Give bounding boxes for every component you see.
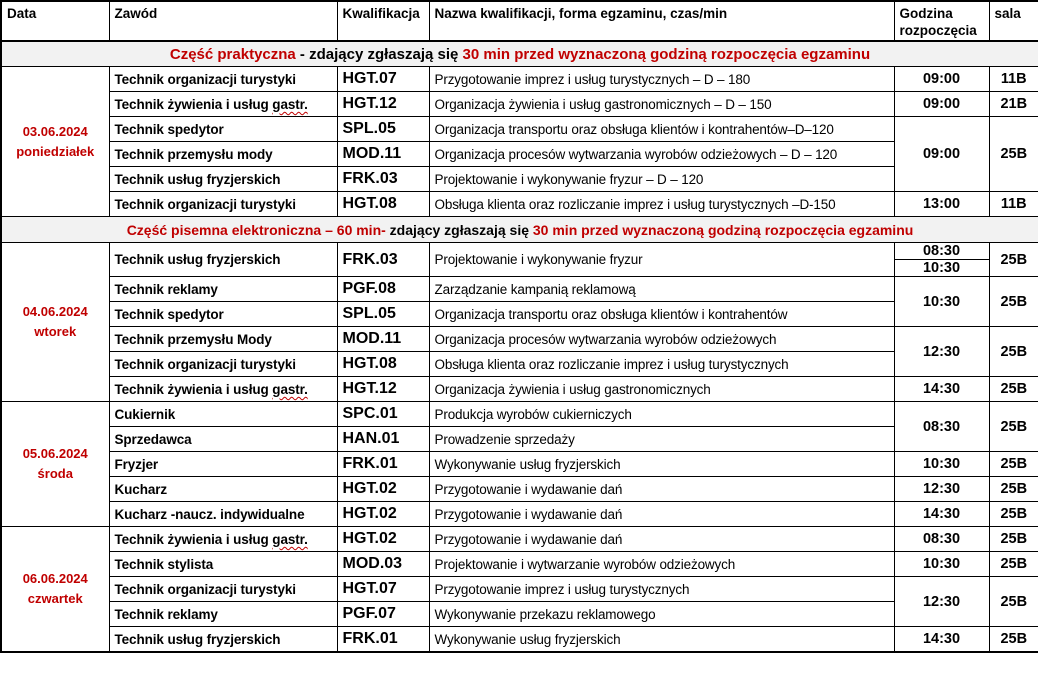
cell-godzina: 08:30 [894,527,989,552]
cell-date [1,243,109,402]
table-row [1,302,1038,327]
cell-nazwa-kwalifikacji: Prowadzenie sprzedaży [429,427,894,452]
cell-kwalifikacja: HGT.08 [337,192,429,217]
table-row [1,552,1038,577]
cell-kwalifikacja: HGT.02 [337,477,429,502]
godzina-value: 10:30 [922,260,961,277]
cell-godzina-split [894,243,989,277]
cell-nazwa-kwalifikacji: Przygotowanie i wydawanie dań [429,502,894,527]
banner-row-written-part3: 30 min przed wyznaczoną godziną rozpoczęcia egzaminu [532,221,914,238]
banner-row-written-part2: zdający zgłaszają się [385,221,533,238]
cell-sala: 25B [989,552,1038,577]
table-row [1,277,1038,302]
cell-nazwa-kwalifikacji: Obsługa klienta oraz rozliczanie imprez i usług turystycznych [429,352,894,377]
date-weekday: poniedziałek [16,143,95,159]
banner-row-practical-part1: Część praktyczna [169,45,296,63]
cell-kwalifikacja: MOD.11 [337,327,429,352]
cell-zawod: Technik organizacji turystyki [109,352,337,377]
cell-godzina: 14:30 [894,502,989,527]
table-body [1,1,1038,652]
table-row [1,352,1038,377]
cell-date [1,527,109,652]
table-row [1,327,1038,352]
spellcheck-underlined-word: gastr. [272,531,308,547]
cell-kwalifikacja: FRK.01 [337,627,429,652]
cell-kwalifikacja: SPC.01 [337,402,429,427]
cell-kwalifikacja: HGT.02 [337,527,429,552]
cell-godzina: 10:30 [894,452,989,477]
cell-godzina: 12:30 [894,327,989,377]
cell-zawod: Technik żywienia i usług gastr. [109,377,337,402]
cell-nazwa-kwalifikacji: Produkcja wyrobów cukierniczych [429,402,894,427]
cell-kwalifikacja: FRK.01 [337,452,429,477]
cell-nazwa-kwalifikacji: Przygotowanie imprez i usług turystycznych [429,577,894,602]
cell-sala: 25B [989,477,1038,502]
date-weekday: wtorek [34,324,77,340]
cell-kwalifikacja: HGT.07 [337,577,429,602]
cell-godzina: 12:30 [894,577,989,627]
cell-sala: 21B [989,92,1038,117]
cell-sala: 11B [989,192,1038,217]
cell-zawod: Technik spedytor [109,302,337,327]
cell-date [1,67,109,217]
cell-godzina: 10:30 [894,277,989,327]
header-cell-godzina [894,1,989,41]
cell-kwalifikacja: HGT.12 [337,92,429,117]
cell-zawod: Cukiernik [109,402,337,427]
cell-zawod: Technik organizacji turystyki [109,192,337,217]
table-row [1,117,1038,142]
date-value: 06.06.2024 [22,570,88,586]
table-row [1,402,1038,427]
cell-zawod: Technik usług fryzjerskich [109,627,337,652]
cell-sala: 25B [989,277,1038,327]
cell-kwalifikacja: HGT.08 [337,352,429,377]
cell-godzina: 14:30 [894,377,989,402]
cell-zawod: Technik reklamy [109,277,337,302]
cell-godzina: 14:30 [894,627,989,652]
table-row [1,92,1038,117]
cell-kwalifikacja: FRK.03 [337,167,429,192]
cell-godzina: 09:00 [894,92,989,117]
table-row [1,167,1038,192]
cell-nazwa-kwalifikacji: Projektowanie i wykonywanie fryzur [429,243,894,277]
header-cell-kwalifikacja: Kwalifikacja [337,1,429,41]
cell-nazwa-kwalifikacji: Obsługa klienta oraz rozliczanie imprez i usług turystycznych –D-150 [429,192,894,217]
table-row [1,627,1038,652]
cell-zawod: Technik organizacji turystyki [109,67,337,92]
table-row [1,452,1038,477]
date-value: 04.06.2024 [22,304,88,320]
cell-godzina: 13:00 [894,192,989,217]
header-cell-zawod: Zawód [109,1,337,41]
header-cell-sala: sala [989,1,1038,41]
cell-zawod: Technik usług fryzjerskich [109,243,337,277]
cell-nazwa-kwalifikacji: Przygotowanie i wydawanie dań [429,477,894,502]
banner-row-written-cell [1,217,1038,243]
cell-nazwa-kwalifikacji: Organizacja transportu oraz obsługa klientów i kontrahentów–D–120 [429,117,894,142]
cell-nazwa-kwalifikacji: Organizacja żywienia i usług gastronomicznych – D – 150 [429,92,894,117]
cell-zawod: Technik spedytor [109,117,337,142]
cell-zawod: Kucharz -naucz. indywidualne [109,502,337,527]
godzina-value: 08:30 [895,243,989,260]
table-row [1,243,1038,277]
cell-sala: 25B [989,243,1038,277]
cell-nazwa-kwalifikacji: Zarządzanie kampanią reklamową [429,277,894,302]
cell-nazwa-kwalifikacji: Wykonywanie usług fryzjerskich [429,452,894,477]
table-header-row [1,1,1038,41]
header-godzina-line2: rozpoczęcia [899,22,977,38]
cell-sala: 25B [989,327,1038,377]
cell-date [1,402,109,527]
cell-nazwa-kwalifikacji: Przygotowanie imprez i usług turystycznych – D – 180 [429,67,894,92]
cell-sala: 25B [989,502,1038,527]
cell-sala: 25B [989,117,1038,192]
cell-godzina: 10:30 [894,552,989,577]
cell-sala: 25B [989,452,1038,477]
cell-kwalifikacja: SPL.05 [337,302,429,327]
banner-row-written [1,217,1038,243]
cell-zawod: Fryzjer [109,452,337,477]
cell-godzina: 08:30 [894,402,989,452]
cell-nazwa-kwalifikacji: Organizacja transportu oraz obsługa klientów i kontrahentów [429,302,894,327]
table-row [1,602,1038,627]
cell-zawod: Technik przemysłu mody [109,142,337,167]
cell-kwalifikacja: PGF.08 [337,277,429,302]
cell-nazwa-kwalifikacji: Wykonywanie przekazu reklamowego [429,602,894,627]
banner-row-written-part1: Część pisemna elektroniczna – 60 min- [126,221,386,238]
cell-zawod: Sprzedawca [109,427,337,452]
cell-nazwa-kwalifikacji: Organizacja procesów wytwarzania wyrobów odzieżowych – D – 120 [429,142,894,167]
date-value: 03.06.2024 [22,123,88,139]
godzina-split-wrap [895,243,989,276]
cell-sala: 25B [989,577,1038,627]
header-cell-data: Data [1,1,109,41]
cell-kwalifikacja: MOD.11 [337,142,429,167]
cell-nazwa-kwalifikacji: Organizacja procesów wytwarzania wyrobów odzieżowych [429,327,894,352]
table-row [1,502,1038,527]
cell-zawod: Technik organizacji turystyki [109,577,337,602]
date-weekday: środa [37,466,73,482]
date-value: 05.06.2024 [22,446,88,462]
table-row [1,427,1038,452]
cell-kwalifikacja: MOD.03 [337,552,429,577]
cell-nazwa-kwalifikacji: Projektowanie i wytwarzanie wyrobów odzieżowych [429,552,894,577]
table-row [1,527,1038,552]
cell-zawod: Technik przemysłu Mody [109,327,337,352]
cell-nazwa-kwalifikacji: Organizacja żywienia i usług gastronomicznych [429,377,894,402]
cell-godzina: 09:00 [894,67,989,92]
table-row [1,142,1038,167]
header-godzina-line1: Godzina [899,6,953,21]
banner-row-practical-part3: 30 min przed wyznaczoną godziną rozpoczęcia egzaminu [462,45,871,63]
cell-zawod: Technik stylista [109,552,337,577]
cell-kwalifikacja: HAN.01 [337,427,429,452]
header-cell-nazwa: Nazwa kwalifikacji, forma egzaminu, czas/min [429,1,894,41]
banner-row-practical [1,41,1038,67]
banner-row-practical-part2: - zdający zgłaszają się [295,45,463,63]
cell-kwalifikacja: PGF.07 [337,602,429,627]
spellcheck-underlined-word: gastr. [272,381,308,397]
date-weekday: czwartek [27,591,83,606]
cell-nazwa-kwalifikacji: Przygotowanie i wydawanie dań [429,527,894,552]
table-row [1,577,1038,602]
spellcheck-underlined-word: gastr. [272,96,308,112]
cell-sala: 25B [989,402,1038,452]
cell-zawod: Technik żywienia i usług gastr. [109,527,337,552]
cell-kwalifikacja: HGT.12 [337,377,429,402]
cell-godzina: 09:00 [894,117,989,192]
cell-godzina: 12:30 [894,477,989,502]
cell-kwalifikacja: FRK.03 [337,243,429,277]
cell-kwalifikacja: HGT.02 [337,502,429,527]
cell-zawod: Technik reklamy [109,602,337,627]
cell-nazwa-kwalifikacji: Wykonywanie usług fryzjerskich [429,627,894,652]
cell-zawod: Kucharz [109,477,337,502]
cell-zawod: Technik usług fryzjerskich [109,167,337,192]
cell-kwalifikacja: HGT.07 [337,67,429,92]
cell-zawod: Technik żywienia i usług gastr. [109,92,337,117]
cell-sala: 25B [989,377,1038,402]
cell-sala: 11B [989,67,1038,92]
cell-sala: 25B [989,527,1038,552]
table-row [1,67,1038,92]
table-row [1,477,1038,502]
cell-sala: 25B [989,627,1038,652]
table-row [1,192,1038,217]
banner-row-practical-cell [1,41,1038,67]
cell-nazwa-kwalifikacji: Projektowanie i wykonywanie fryzur – D – 120 [429,167,894,192]
cell-kwalifikacja: SPL.05 [337,117,429,142]
table-row [1,377,1038,402]
